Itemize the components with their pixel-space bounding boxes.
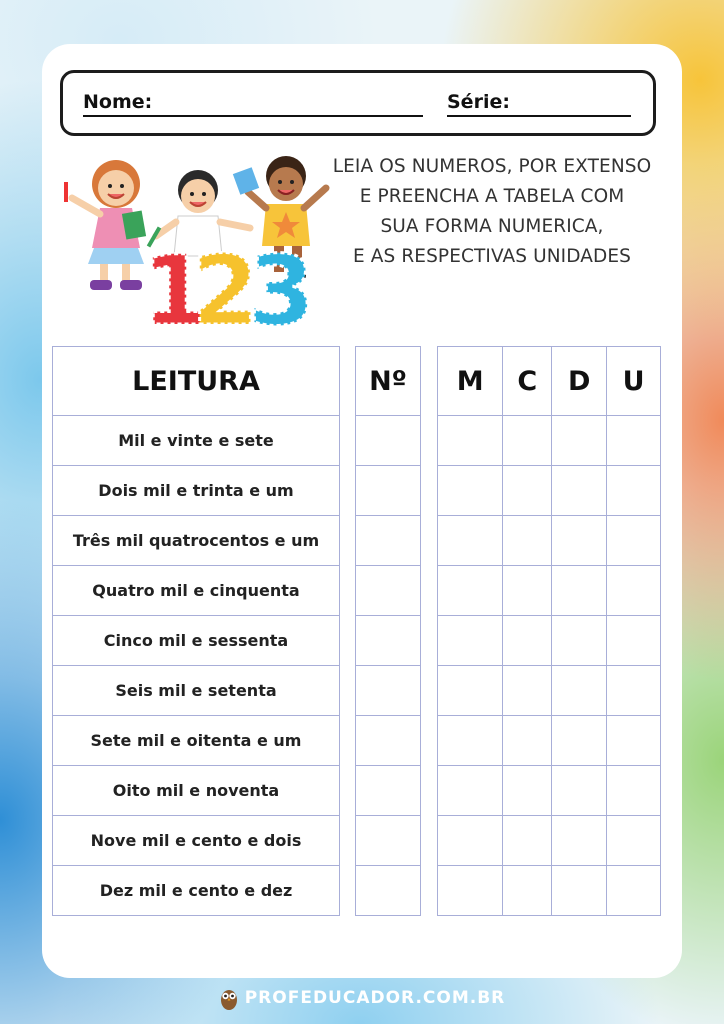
unit-cell[interactable]: [438, 666, 503, 716]
girl-figure: [64, 160, 146, 290]
unit-cell[interactable]: [438, 866, 503, 916]
unit-cell[interactable]: [552, 616, 607, 666]
number-answer-cell[interactable]: [356, 666, 421, 716]
units-table: [437, 346, 661, 916]
unit-cell[interactable]: [503, 666, 552, 716]
unit-cell[interactable]: [438, 516, 503, 566]
unit-cell[interactable]: [552, 766, 607, 816]
kids-123-illustration: [60, 152, 338, 332]
unit-cell[interactable]: [438, 616, 503, 666]
instruction-line: E PREENCHA A TABELA COM: [359, 186, 625, 207]
reading-cell: Dois mil e trinta e um: [53, 466, 340, 516]
digit-one: 1: [142, 235, 209, 332]
unit-cell[interactable]: [503, 466, 552, 516]
number-answer-cell[interactable]: [356, 616, 421, 666]
unit-cell[interactable]: [438, 416, 503, 466]
unit-cell[interactable]: [607, 716, 661, 766]
serie-line[interactable]: [447, 115, 631, 117]
unit-cell[interactable]: [607, 566, 661, 616]
unit-cell[interactable]: [552, 866, 607, 916]
footer-site: [0, 986, 724, 1010]
leitura-header: LEITURA: [53, 347, 340, 416]
digit-three: 3: [248, 235, 315, 332]
owl-icon: [219, 986, 239, 1010]
unit-cell[interactable]: [503, 516, 552, 566]
number-answer-cell[interactable]: [356, 716, 421, 766]
reading-cell: Quatro mil e cinquenta: [53, 566, 340, 616]
unit-cell[interactable]: [552, 666, 607, 716]
unit-header-m: M: [438, 347, 503, 416]
unit-cell[interactable]: [552, 816, 607, 866]
instruction-line: SUA FORMA NUMERICA,: [380, 216, 604, 237]
instruction-line: E AS RESPECTIVAS UNIDADES: [353, 246, 631, 267]
unit-cell[interactable]: [607, 466, 661, 516]
digit-two: 2: [192, 235, 259, 332]
number-answer-cell[interactable]: [356, 816, 421, 866]
name-serie-box: [60, 70, 656, 136]
unit-cell[interactable]: [607, 616, 661, 666]
unit-cell[interactable]: [552, 566, 607, 616]
unit-cell[interactable]: [607, 766, 661, 816]
number-answer-cell[interactable]: [356, 516, 421, 566]
unit-header-u: U: [607, 347, 661, 416]
unit-header-d: D: [552, 347, 607, 416]
footer-site-text: PROFEDUCADOR.COM.BR: [244, 988, 506, 1008]
reading-cell: Sete mil e oitenta e um: [53, 716, 340, 766]
unit-cell[interactable]: [503, 416, 552, 466]
unit-cell[interactable]: [438, 816, 503, 866]
unit-cell[interactable]: [503, 566, 552, 616]
unit-cell[interactable]: [503, 616, 552, 666]
unit-header-c: C: [503, 347, 552, 416]
reading-cell: Dez mil e cento e dez: [53, 866, 340, 916]
serie-label: Série:: [447, 91, 510, 113]
instructions: [324, 152, 660, 272]
unit-cell[interactable]: [503, 766, 552, 816]
number-table: [355, 346, 421, 916]
unit-cell[interactable]: [607, 416, 661, 466]
unit-cell[interactable]: [607, 666, 661, 716]
unit-cell[interactable]: [438, 716, 503, 766]
number-answer-cell[interactable]: [356, 416, 421, 466]
instruction-line: LEIA OS NUMEROS, POR EXTENSO: [332, 156, 652, 177]
number-answer-cell[interactable]: [356, 766, 421, 816]
worksheet-page: [42, 44, 682, 978]
unit-cell[interactable]: [438, 766, 503, 816]
unit-cell[interactable]: [607, 866, 661, 916]
reading-cell: Oito mil e noventa: [53, 766, 340, 816]
reading-cell: Seis mil e setenta: [53, 666, 340, 716]
unit-cell[interactable]: [438, 466, 503, 516]
number-answer-cell[interactable]: [356, 466, 421, 516]
reading-cell: Cinco mil e sessenta: [53, 616, 340, 666]
leitura-table: [52, 346, 340, 916]
name-line[interactable]: [83, 115, 423, 117]
unit-cell[interactable]: [552, 516, 607, 566]
number-answer-cell[interactable]: [356, 866, 421, 916]
unit-cell[interactable]: [503, 716, 552, 766]
name-label: Nome:: [83, 91, 153, 113]
unit-cell[interactable]: [552, 466, 607, 516]
unit-cell[interactable]: [438, 566, 503, 616]
unit-cell[interactable]: [607, 816, 661, 866]
unit-cell[interactable]: [503, 866, 552, 916]
unit-cell[interactable]: [607, 516, 661, 566]
unit-cell[interactable]: [552, 416, 607, 466]
reading-cell: Nove mil e cento e dois: [53, 816, 340, 866]
number-answer-cell[interactable]: [356, 566, 421, 616]
unit-cell[interactable]: [552, 716, 607, 766]
number-header: Nº: [356, 347, 421, 416]
reading-cell: Três mil quatrocentos e um: [53, 516, 340, 566]
unit-cell[interactable]: [503, 816, 552, 866]
reading-cell: Mil e vinte e sete: [53, 416, 340, 466]
